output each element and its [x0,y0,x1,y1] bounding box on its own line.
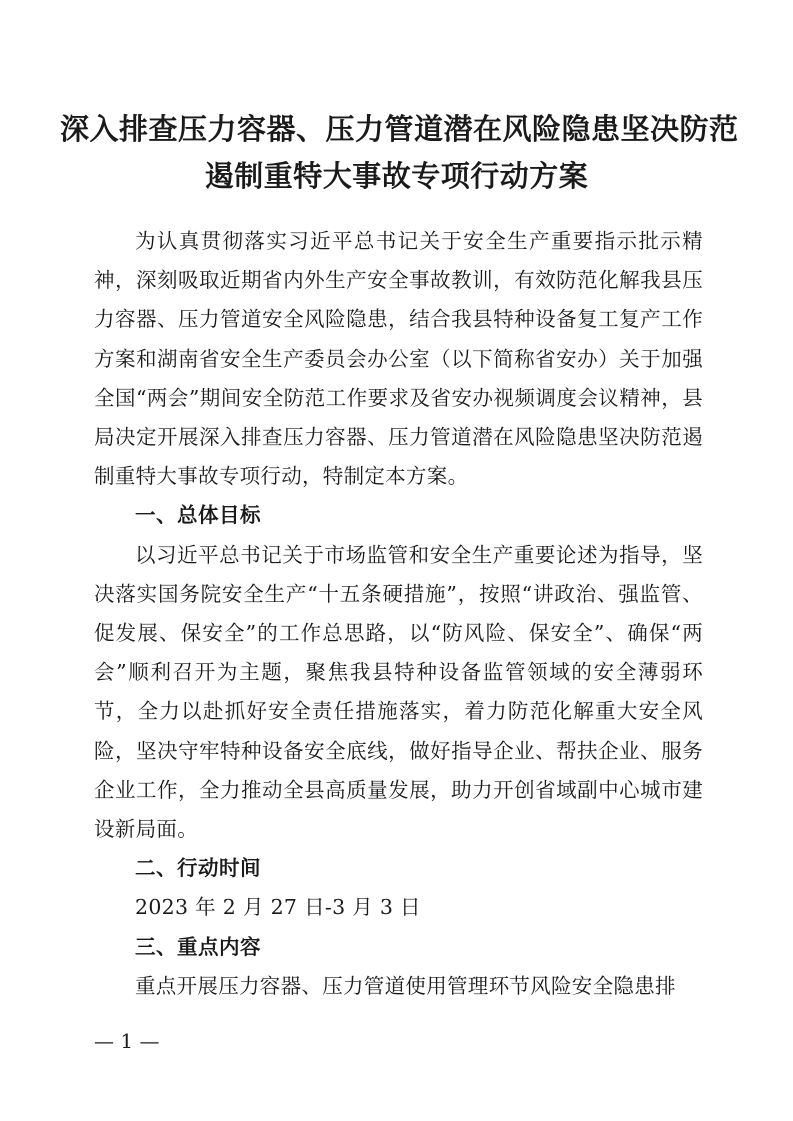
section-1-paragraph: 以习近平总书记关于市场监管和安全生产重要论述为指导，坚决落实国务院安全生产“十五条硬措施”，按照“讲政治、强监管、促发展、保安全”的工作总思路，以“防风险、保安全”、确保“两会”顺利召开为主题，聚焦我县特种设备监管领域的安全薄弱环节，全力以赴抓好安全责任措施落实，着力防范化解重大安全风险，坚决守牢特种设备安全底线，做好指导企业、帮扶企业、服务企业工作，全力推动全县高质量发展，助力开创省域副中心城市建设新局面。 [94,542,703,842]
section-3-paragraph: 重点开展压力容器、压力管道使用管理环节风险安全隐患排 [135,973,676,998]
title-line-2: 遏制重特大事故专项行动方案 [204,159,589,193]
section-2-date: 2023 年 2 月 27 日-3 月 3 日 [135,895,421,920]
document-title [60,106,739,200]
section-2-heading: 二、行动时间 [135,856,261,881]
intro-paragraph: 为认真贯彻落实习近平总书记关于安全生产重要指示批示精神，深刻吸取近期省内外生产安全事故教训，有效防范化解我县压力容器、压力管道安全风险隐患，结合我县特种设备复工复产工作方案和湖南省安全生产委员会办公室（以下简称省安办）关于加强全国“两会”期间安全防范工作要求及省安办视频调度会议精神，县局决定开展深入排查压力容器、压力管道潜在风险隐患坚决防范遏制重特大事故专项行动，特制定本方案。 [94,229,703,489]
document-body [94,222,703,1006]
page-number: — 1 — [94,1029,160,1053]
section-3-heading: 三、重点内容 [135,934,261,959]
title-line-1: 深入排查压力容器、压力管道潜在风险隐患坚决防范 [60,112,739,146]
section-1-heading: 一、总体目标 [135,503,261,528]
